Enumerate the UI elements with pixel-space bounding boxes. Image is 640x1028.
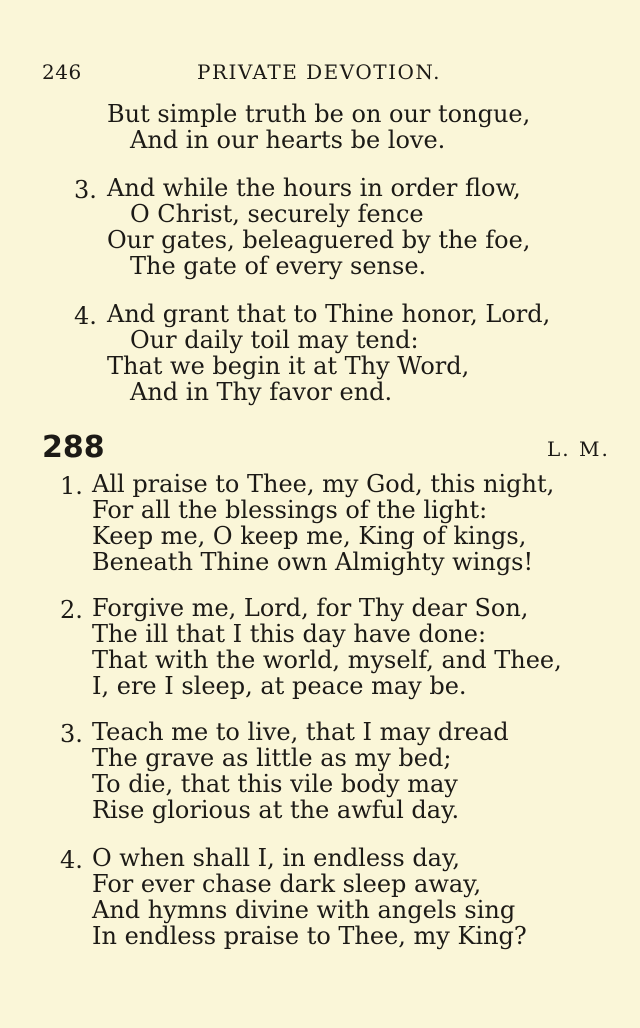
stanza-number: 3. — [60, 720, 83, 748]
stanza-number: 4. — [74, 302, 97, 330]
stanza-number: 2. — [60, 596, 83, 624]
hymn-number: 288 — [42, 430, 105, 465]
verse-line: The grave as little as my bed; — [92, 744, 452, 772]
stanza-number: 1. — [60, 472, 83, 500]
verse-line: Keep me, O keep me, King of kings, — [92, 522, 527, 550]
stanza-number: 4. — [60, 846, 83, 874]
running-title: PRIVATE DEVOTION. — [197, 60, 441, 84]
page-number: 246 — [42, 60, 82, 84]
verse-line: And in our hearts be love. — [130, 126, 446, 154]
verse-line: The gate of every sense. — [130, 252, 427, 280]
verse-line: Rise glorious at the awful day. — [92, 796, 460, 824]
verse-line: Our gates, beleaguered by the foe, — [107, 226, 531, 254]
verse-line: And hymns divine with angels sing — [92, 896, 516, 924]
verse-line: And grant that to Thine honor, Lord, — [107, 300, 551, 328]
verse-line: But simple truth be on our tongue, — [107, 100, 531, 128]
hymn-meter: L. M. — [547, 437, 610, 461]
verse-line: That we begin it at Thy Word, — [107, 352, 470, 380]
verse-line: The ill that I this day have done: — [92, 620, 487, 648]
page-header — [0, 58, 640, 88]
stanza-number: 3. — [74, 176, 97, 204]
verse-line: For ever chase dark sleep away, — [92, 870, 482, 898]
verse-line: Teach me to live, that I may dread — [92, 718, 509, 746]
verse-line: Beneath Thine own Almighty wings! — [92, 548, 534, 576]
verse-line: Our daily toil may tend: — [130, 326, 419, 354]
verse-line: And while the hours in order flow, — [107, 174, 521, 202]
verse-line: Forgive me, Lord, for Thy dear Son, — [92, 594, 529, 622]
verse-line: To die, that this vile body may — [92, 770, 458, 798]
verse-line: I, ere I sleep, at peace may be. — [92, 672, 467, 700]
verse-line: For all the blessings of the light: — [92, 496, 488, 524]
verse-line: In endless praise to Thee, my King? — [92, 922, 527, 950]
verse-line: And in Thy favor end. — [130, 378, 393, 406]
verse-line: O Christ, securely fence — [130, 200, 424, 228]
verse-line: All praise to Thee, my God, this night, — [92, 470, 555, 498]
verse-line: O when shall I, in endless day, — [92, 844, 460, 872]
verse-line: That with the world, myself, and Thee, — [92, 646, 562, 674]
